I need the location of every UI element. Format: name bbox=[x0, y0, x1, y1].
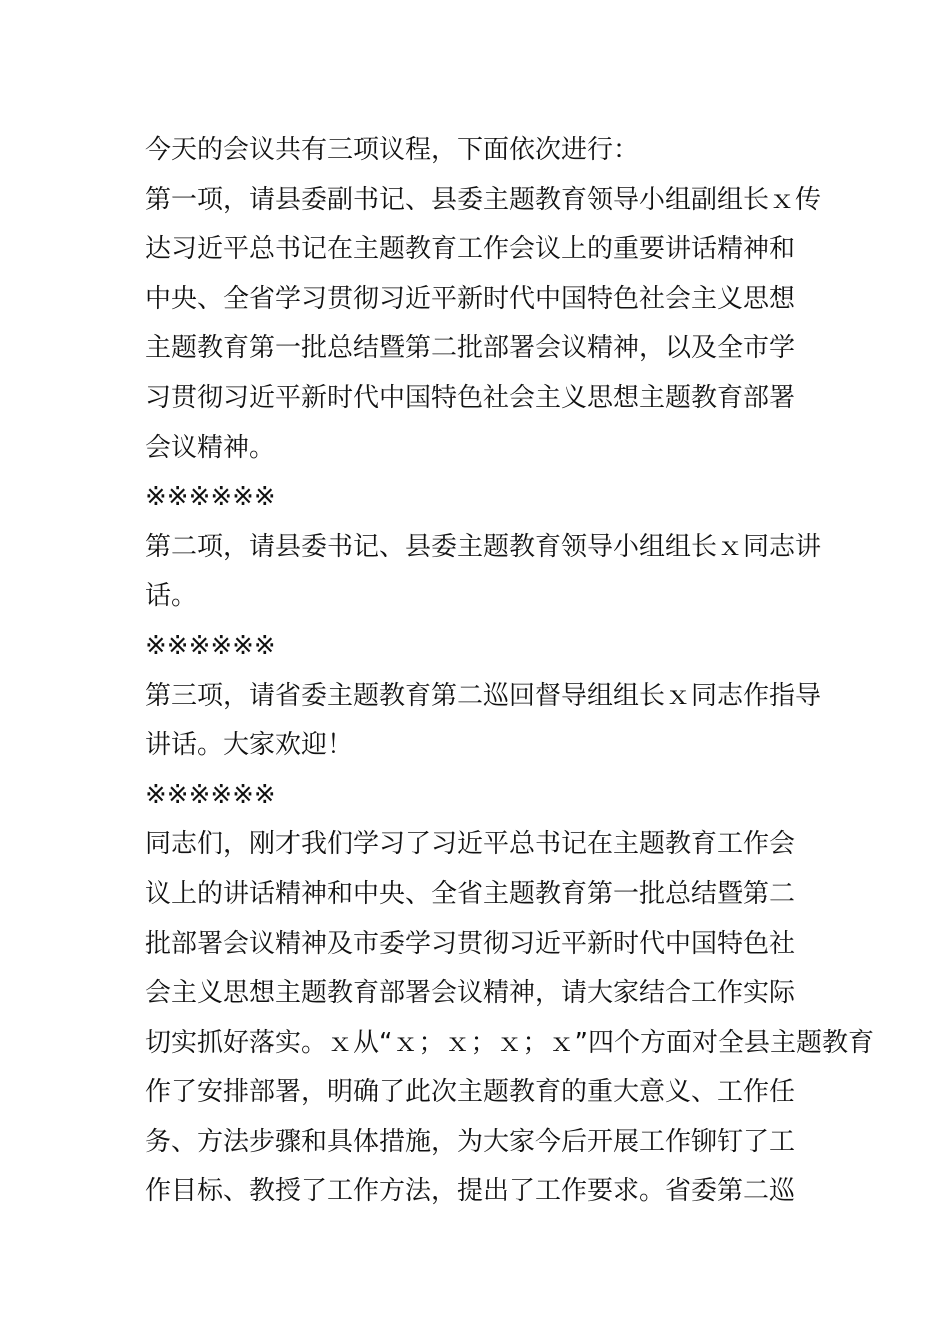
text-line: 话。 bbox=[145, 581, 198, 612]
document-body bbox=[145, 126, 874, 1217]
text-line: 作目标、教授了工作方法，提出了工作要求。省委第二巡 bbox=[145, 1176, 796, 1207]
text-line: 会主义思想主题教育部署会议精神，请大家结合工作实际 bbox=[145, 978, 796, 1009]
section-separator: ※※※※※※ bbox=[145, 630, 276, 661]
section-separator: ※※※※※※ bbox=[145, 482, 276, 513]
text-line: 切实抓好落实。ｘ从“ｘ；ｘ；ｘ；ｘ”四个方面对全县主题教育 bbox=[145, 1027, 874, 1058]
text-line: 务、方法步骤和具体措施，为大家今后开展工作铆钉了工 bbox=[145, 1126, 796, 1157]
text-line: 同志们，刚才我们学习了习近平总书记在主题教育工作会 bbox=[145, 829, 796, 860]
text-line: 习贯彻习近平新时代中国特色社会主义思想主题教育部署 bbox=[145, 382, 796, 413]
text-line: 第三项，请省委主题教育第二巡回督导组组长ｘ同志作指导 bbox=[145, 680, 822, 711]
text-line: 达习近平总书记在主题教育工作会议上的重要讲话精神和 bbox=[145, 234, 796, 265]
text-line: 会议精神。 bbox=[145, 432, 276, 463]
text-line: 批部署会议精神及市委学习贯彻习近平新时代中国特色社 bbox=[145, 928, 796, 959]
section-separator: ※※※※※※ bbox=[145, 779, 276, 810]
text-line: 中央、全省学习贯彻习近平新时代中国特色社会主义思想 bbox=[145, 283, 796, 314]
text-line: 第二项，请县委书记、县委主题教育领导小组组长ｘ同志讲 bbox=[145, 531, 822, 562]
text-line: 第一项，请县委副书记、县委主题教育领导小组副组长ｘ传 bbox=[145, 184, 822, 215]
text-line: 今天的会议共有三项议程，下面依次进行： bbox=[145, 135, 640, 165]
text-line: 作了安排部署，明确了此次主题教育的重大意义、工作任 bbox=[145, 1077, 796, 1108]
text-line: 议上的讲话精神和中央、全省主题教育第一批总结暨第二 bbox=[145, 878, 796, 909]
text-line: 讲话。大家欢迎！ bbox=[145, 730, 354, 761]
text-line: 主题教育第一批总结暨第二批部署会议精神，以及全市学 bbox=[145, 333, 796, 364]
